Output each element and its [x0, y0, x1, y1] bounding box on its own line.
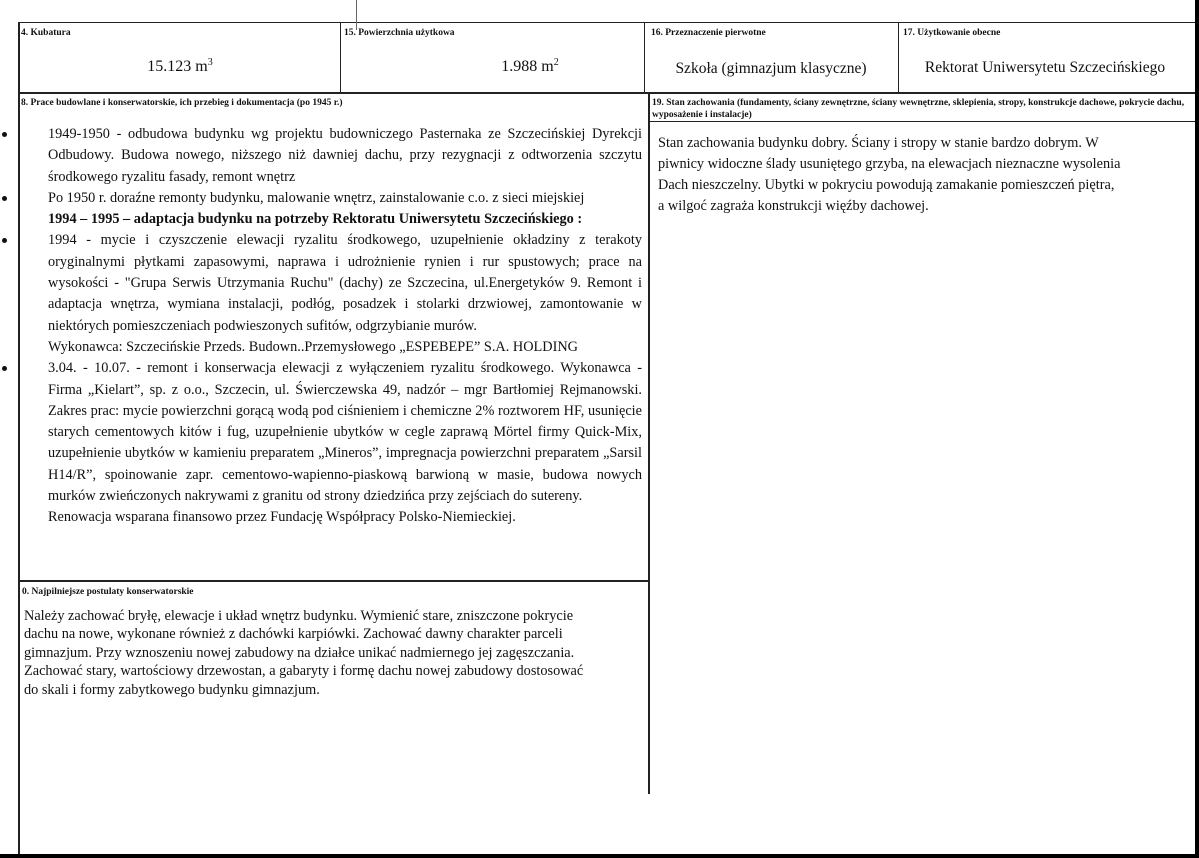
s18-p3: 1994 - mycie i czyszczenie elewacji ryzalitu środkowego, uzupełnienie okładziny z terakoty oryginalnymi płytkami zapasowymi, naprawa i udrożnienie rynien i rur spustowych; prace na wysokości - "Grupa Serwis Utrzymania Ruchu" (dachy) ze Szczecina, ul.Energetyków 9. Remont i adaptacja wnętrza, wymiana instalacji, podłóg, posadzek i stolarki drzwiowej, zamontowanie w niektórych pomieszczeniach podwieszonych sufitów, odgrzybianie murów.: [48, 232, 642, 334]
s18-entry-1949: [22, 124, 642, 188]
left-border: [18, 22, 20, 854]
s18-p2-heading: 1994 – 1995 – adaptacja budynku na potrzeby Rektoratu Uniwersytetu Szczecińskiego :: [48, 211, 583, 228]
original-purpose-header: 16. Przeznaczenie pierwotne: [651, 28, 766, 38]
divider-center-vertical: [648, 94, 650, 794]
cubature-value: [20, 58, 340, 76]
s18-p3-contractor: Wykonawca: Szczecińskie Przeds. Budown..Przemysłowego „ESPEBEPE” S.A. HOLDING: [48, 338, 579, 355]
bullet-icon: [2, 238, 7, 243]
usable-area-number: 1.988 m: [501, 58, 554, 75]
s20-line: dachu na nowe, wykonane również z dachówki karpiówki. Zachować dawny charakter parceli: [24, 626, 563, 643]
current-use-header: 17. Użytkowanie obecne: [903, 28, 1001, 38]
current-use-value: Rektorat Uniwersytetu Szczecińskiego: [924, 59, 1166, 76]
s20-line: Zachować stary, wartościowy drzewostan, a gabaryty i formę dachu nowej zabudowy dostosować: [24, 663, 584, 680]
s18-p4: 3.04. - 10.07. - remont i konserwacja elewacji z wyłączeniem ryzalitu środkowego. Wykonawca - Firma „Kielart”, sp. z o.o., Szczecin, ul. Świerczewska 49, nadzór – mgr Bartłomiej Rejmanowski. Zakres prac: mycie powierzchni gorącą wodą pod ciśnieniem i chemiczne 2% roztworem HF, usunięcie starych cementowych kitów i fug, uzupełnienie ubytków w cegle zaprawą Mörtel firmy Quick-Mix, uzupełnienie ubytków w kamieniu preparatem „Mineros”, impregnacja powierzchni preparatem „Sarsil H14/R”, spoinowanie zapr. cementowo-wapienno-piaskową barwioną w masie, budowa nowych murków zwieńczonych nakrywami z granitu od strony dziedzińca przy zejściach do sutereny.: [48, 360, 642, 505]
s18-s20-divider: [18, 580, 650, 582]
table-top-border: [18, 22, 1195, 23]
divider-16-17: [898, 22, 899, 94]
s19-line: Dach nieszczelny. Ubytki w pokryciu powodują zamakanie pomieszczeń piętra,: [658, 177, 1115, 193]
s20-line: do skali i formy zabytkowego budynku gimnazjum.: [24, 681, 320, 698]
s18-p2: Po 1950 r. doraźne remonty budynku, malowanie wnętrz, zainstalowanie c.o. z sieci miejskiej: [48, 189, 585, 206]
divider-14-15: [340, 22, 341, 94]
usable-area-header: 15. Powierzchnia użytkowa: [344, 28, 455, 38]
bullet-icon: [2, 196, 7, 201]
cubature-number: 15.123 m: [147, 58, 208, 75]
s18-p4-funding: Renowacja wsparana finansowo przez Fundację Współpracy Polsko-Niemieckiej.: [48, 509, 516, 526]
original-purpose-value: Szkoła (gimnazjum klasyczne): [675, 60, 867, 77]
s20-line: Należy zachować bryłę, elewacje i układ wnętrz budynku. Wymienić stare, zniszczone pokrycie: [24, 608, 574, 624]
s18-entry-0304: [22, 358, 642, 528]
s19-line: piwnicy widoczne ślady usuniętego grzyba, na elewacjach nieznaczne wysolenia: [658, 156, 1121, 172]
s18-entry-1950: [22, 188, 642, 231]
s19-body: [658, 133, 1158, 217]
s19-header-bottom: [650, 121, 1195, 122]
usable-area-unit-exp: 2: [553, 57, 559, 68]
s18-body: [22, 124, 642, 529]
s20-header: 0. Najpilniejsze postulaty konserwatorskie: [22, 587, 194, 597]
s18-header: 8. Prace budowlane i konserwatorskie, ich przebieg i dokumentacja (po 1945 r.): [21, 98, 343, 108]
scan-border-bottom: [0, 854, 1199, 858]
s18-p1: 1949-1950 - odbudowa budynku wg projektu budowniczego Pasternaka ze Szczecińskiej Dyrekcji Odbudowy. Budowa nowego, niższego niż dawniej dachu, przy rezygnacji z odtworzenia szczytu środkowego ryzalitu fasady, remont wnętrz: [48, 126, 642, 185]
s20-line: gimnazjum. Przy wznoszeniu nowej zabudowy na działce unikać nadmiernego jej zagęszczania.: [24, 644, 575, 661]
cubature-unit-exp: 3: [207, 57, 213, 68]
s19-line: a wilgoć zagraża konstrukcji więźby dachowej.: [658, 198, 929, 214]
usable-area-value: [380, 58, 680, 76]
cubature-header: 4. Kubatura: [21, 28, 71, 38]
bullet-icon: [2, 366, 7, 371]
bullet-icon: [2, 132, 7, 137]
s19-line: Stan zachowania budynku dobry. Ściany i stropy w stanie bardzo dobrym. W: [658, 135, 1099, 151]
s20-body: [24, 607, 644, 699]
row1-bottom-border: [18, 92, 1195, 94]
s18-entry-1994: [22, 230, 642, 358]
scan-border-right: [1195, 0, 1199, 858]
s19-header: 19. Stan zachowania (fundamenty, ściany zewnętrzne, ściany wewnętrzne, sklepienia, stropy, konstrukcje dachowe, pokrycie dachu, wyposażenie i instalacje): [652, 98, 1185, 120]
scan-fold-line: [356, 0, 357, 30]
